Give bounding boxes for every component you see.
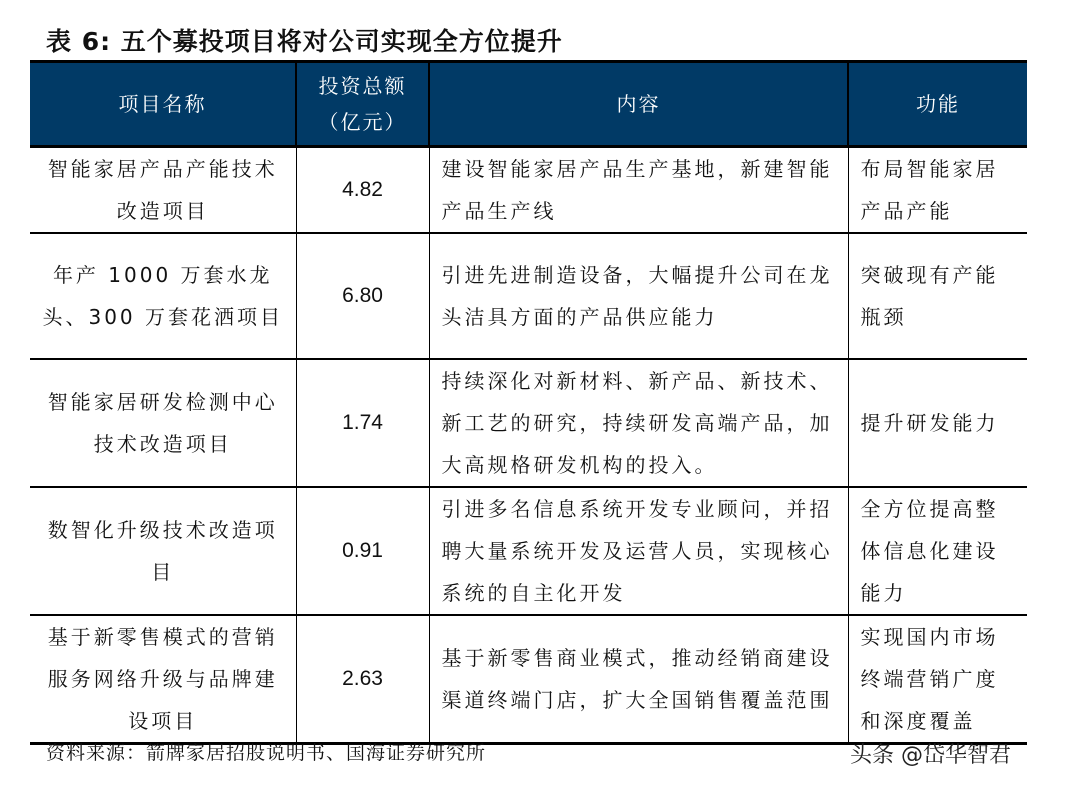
watermark: 头条 @岱华智君: [850, 743, 1011, 768]
investment-amount: 4.82: [296, 147, 429, 234]
header-amount-line1: 投资总额: [318, 74, 407, 98]
project-name: 年产 1000 万套水龙头、300 万套花洒项目: [30, 233, 296, 359]
table-row: [30, 147, 1027, 234]
header-amount: [296, 62, 429, 147]
project-function: 提升研发能力: [848, 359, 1027, 487]
investment-amount: 6.80: [296, 233, 429, 359]
project-name: 智能家居产品产能技术改造项目: [30, 147, 296, 234]
header-amount-line2: （亿元）: [318, 110, 407, 134]
investment-amount: 1.74: [296, 359, 429, 487]
project-function: 全方位提高整体信息化建设能力: [848, 487, 1027, 615]
investment-amount: 0.91: [296, 487, 429, 615]
table-row: [30, 233, 1027, 359]
header-name: 项目名称: [30, 62, 296, 147]
investment-amount: 2.63: [296, 615, 429, 744]
project-content: 基于新零售商业模式，推动经销商建设渠道终端门店，扩大全国销售覆盖范围: [429, 615, 848, 744]
project-content: 引进多名信息系统开发专业顾问，并招聘大量系统开发及运营人员，实现核心系统的自主化开发: [429, 487, 848, 615]
project-name: 智能家居研发检测中心技术改造项目: [30, 359, 296, 487]
project-function: 突破现有产能瓶颈: [848, 233, 1027, 359]
project-name: 数智化升级技术改造项目: [30, 487, 296, 615]
project-name: 基于新零售模式的营销服务网络升级与品牌建设项目: [30, 615, 296, 744]
project-function: 实现国内市场终端营销广度和深度覆盖: [848, 615, 1027, 744]
header-content: 内容: [429, 62, 848, 147]
project-function: 布局智能家居产品产能: [848, 147, 1027, 234]
header-function: 功能: [848, 62, 1027, 147]
source-note: 资料来源：箭牌家居招股说明书、国海证券研究所: [46, 742, 487, 764]
table-row: [30, 615, 1027, 744]
table-row: [30, 487, 1027, 615]
table-row: [30, 359, 1027, 487]
project-content: 引进先进制造设备，大幅提升公司在龙头洁具方面的产品供应能力: [429, 233, 848, 359]
table-header-row: [30, 62, 1027, 147]
project-content: 建设智能家居产品生产基地，新建智能产品生产线: [429, 147, 848, 234]
projects-table: [30, 60, 1027, 745]
table-title: 表 6: 五个募投项目将对公司实现全方位提升: [46, 27, 563, 56]
project-content: 持续深化对新材料、新产品、新技术、新工艺的研究，持续研发高端产品，加大高规格研发机构的投入。: [429, 359, 848, 487]
